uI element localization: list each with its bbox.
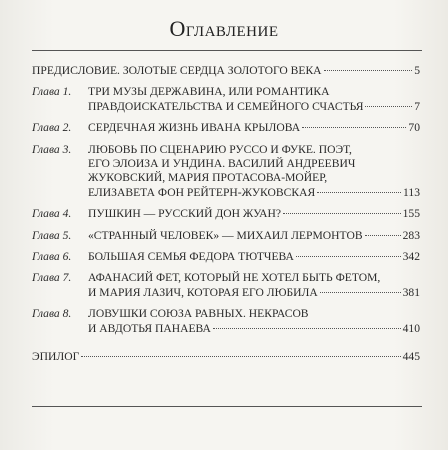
toc-entry-title: ПРЕДИСЛОВИЕ. ЗОЛОТЫЕ СЕРДЦА ЗОЛОТОГО ВЕКА: [32, 64, 322, 77]
top-divider: [32, 50, 422, 51]
chapter-label: Глава 3.: [32, 142, 72, 156]
toc-entry-title: ЖУКОВСКИЙ, МАРИЯ ПРОТАСОВА-МОЙЕР,: [88, 171, 328, 185]
toc-entry-title: АФАНАСИЙ ФЕТ, КОТОРЫЙ НЕ ХОТЕЛ БЫТЬ ФЕТОМ,: [88, 271, 381, 285]
toc-entry-title: ТРИ МУЗЫ ДЕРЖАВИНА, ИЛИ РОМАНТИКА: [88, 85, 330, 99]
dot-leader: [365, 106, 412, 107]
toc-page-number: 7: [414, 99, 420, 113]
page-title: Оглавление: [169, 16, 279, 41]
toc-entry-chapter-2: [32, 121, 420, 135]
toc-entry-title: ЕГО ЭЛОИЗА И УНДИНА. ВАСИЛИЙ АНДРЕЕВИЧ: [88, 157, 356, 171]
dot-leader: [283, 213, 401, 214]
toc-page-number: 5: [414, 64, 420, 77]
toc-entry-chapter-6: [32, 250, 420, 264]
chapter-label: Глава 2.: [32, 121, 72, 135]
toc-entry-title: ПУШКИН — РУССКИЙ ДОН ЖУАН?: [88, 207, 282, 221]
dot-leader: [320, 292, 401, 293]
chapter-label: Глава 4.: [32, 207, 72, 221]
toc-page-number: 113: [403, 185, 420, 199]
chapter-label: Глава 6.: [32, 250, 72, 264]
toc-entry-title: И МАРИЯ ЛАЗИЧ, КОТОРАЯ ЕГО ЛЮБИЛА: [88, 285, 318, 299]
toc-page-number: 283: [402, 228, 420, 242]
toc-entry-title: ПРАВДОИСКАТЕЛЬСТВА И СЕМЕЙНОГО СЧАСТЬЯ: [88, 99, 364, 113]
toc-entry-epilogue: [32, 350, 420, 364]
toc-entry-title: ЭПИЛОГ: [32, 350, 80, 364]
toc-entry-chapter-1: [32, 85, 420, 114]
bottom-divider: [32, 406, 422, 407]
toc-page-number: 70: [408, 121, 420, 135]
toc-page-number: 410: [402, 321, 420, 335]
chapter-label: Глава 5.: [32, 228, 72, 242]
toc-entry-chapter-8: [32, 307, 420, 336]
toc-entry-title: ЛОВУШКИ СОЮЗА РАВНЫХ. НЕКРАСОВ: [88, 307, 309, 321]
toc-entry-title: И АВДОТЬЯ ПАНАЕВА: [88, 321, 211, 335]
toc-page-number: 342: [402, 250, 420, 264]
dot-leader: [81, 356, 400, 357]
dot-leader: [296, 256, 401, 257]
dot-leader: [324, 70, 413, 71]
dot-leader: [302, 127, 406, 128]
dot-leader: [317, 192, 401, 193]
toc-entry-chapter-7: [32, 271, 420, 300]
toc-entry-chapter-3: [32, 143, 420, 201]
chapter-label: Глава 1.: [32, 85, 72, 99]
toc-entry-title: ЛЮБОВЬ ПО СЦЕНАРИЮ РУССО И ФУКЕ. ПОЭТ,: [88, 142, 352, 156]
chapter-label: Глава 7.: [32, 271, 72, 285]
table-of-contents: [32, 64, 420, 372]
toc-entry-title: БОЛЬШАЯ СЕМЬЯ ФЕДОРА ТЮТЧЕВА: [88, 250, 294, 264]
toc-page-number: 155: [402, 207, 420, 221]
toc-page-number: 445: [402, 350, 420, 364]
toc-entry-chapter-4: [32, 207, 420, 221]
toc-page-number: 381: [402, 285, 420, 299]
toc-entry-title: «СТРАННЫЙ ЧЕЛОВЕК» — МИХАИЛ ЛЕРМОНТОВ: [88, 228, 363, 242]
toc-entry-chapter-5: [32, 229, 420, 243]
chapter-label: Глава 8.: [32, 307, 72, 321]
toc-entry-title: СЕРДЕЧНАЯ ЖИЗНЬ ИВАНА КРЫЛОВА: [88, 121, 301, 135]
dot-leader: [213, 328, 401, 329]
toc-entry-preface: [32, 64, 420, 78]
toc-entry-title: ЕЛИЗАВЕТА ФОН РЕЙТЕРН-ЖУКОВСКАЯ: [88, 185, 316, 199]
dot-leader: [365, 235, 401, 236]
